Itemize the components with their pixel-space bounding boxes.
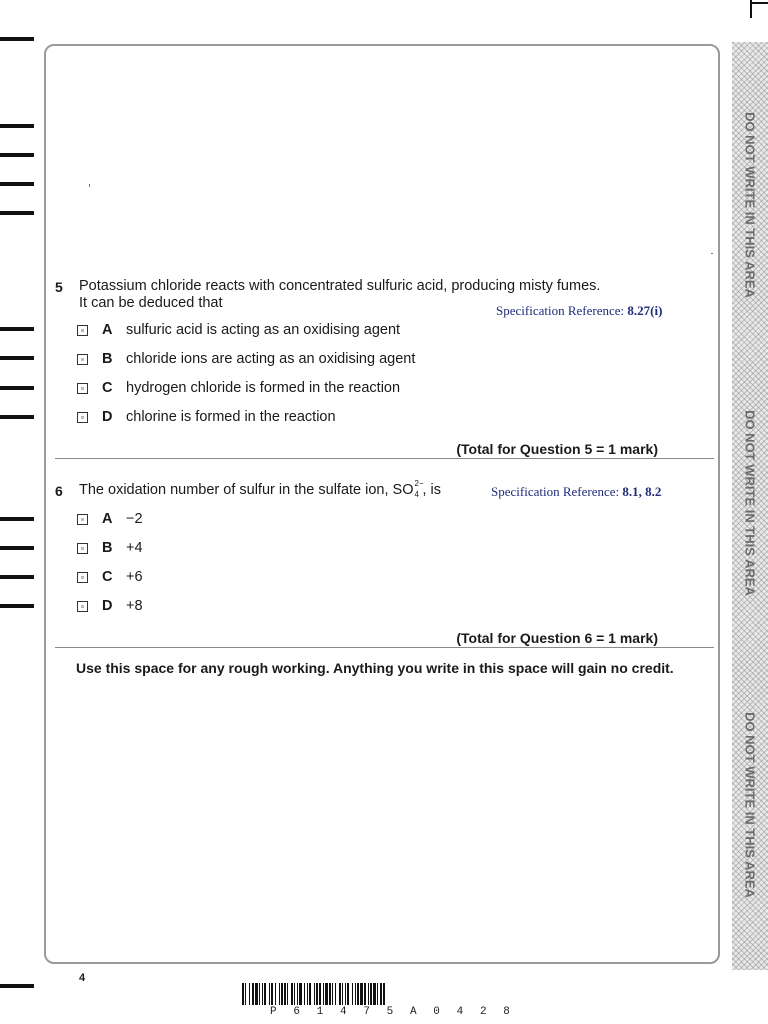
barcode-bar	[323, 983, 324, 1005]
option-text: sulfuric acid is acting as an oxidising agent	[126, 322, 401, 338]
barcode-bar	[332, 983, 333, 1005]
barcode-bar	[347, 983, 349, 1005]
barcode-bar	[284, 983, 286, 1005]
option-letter: A	[102, 322, 113, 338]
barcode-bar	[370, 983, 372, 1005]
answer-option-a[interactable]	[77, 321, 400, 339]
option-letter: B	[102, 351, 113, 367]
barcode-bar	[249, 983, 250, 1005]
question-number: 6	[55, 483, 63, 499]
answer-option-c[interactable]	[77, 568, 143, 586]
barcode-bar	[380, 983, 382, 1005]
barcode-char: 8	[503, 1006, 510, 1018]
question-number: 5	[55, 279, 63, 295]
stray-mark	[89, 184, 90, 187]
barcode-bar	[287, 983, 288, 1005]
timing-mark	[0, 984, 34, 988]
option-text: +6	[126, 569, 143, 585]
margin-warning: DO NOT WRITE IN THIS AREA	[742, 712, 758, 898]
formula-subscript: 4	[414, 490, 419, 499]
barcode-char: 0	[433, 1006, 440, 1018]
barcode-bar	[309, 983, 311, 1005]
barcode-bar	[269, 983, 270, 1005]
checkbox[interactable]	[77, 354, 88, 365]
barcode-char: 1	[316, 1006, 324, 1018]
timing-mark	[0, 153, 34, 157]
option-text: +4	[126, 540, 143, 556]
barcode-bar	[262, 983, 263, 1005]
checkbox[interactable]	[77, 543, 88, 554]
checkbox[interactable]	[77, 325, 88, 336]
barcode-bar	[377, 983, 378, 1005]
barcode	[242, 983, 524, 1005]
barcode-bar	[304, 983, 305, 1005]
barcode-bar	[316, 983, 318, 1005]
question-total: (Total for Question 6 = 1 mark)	[456, 630, 658, 646]
timing-mark	[0, 386, 34, 390]
answer-option-d[interactable]	[77, 408, 336, 426]
checkbox[interactable]	[77, 412, 88, 423]
answer-option-b[interactable]	[77, 350, 415, 368]
question-text: The oxidation number of sulfur in the sulfate ion, SO	[79, 482, 414, 498]
barcode-bar	[335, 983, 336, 1005]
divider	[55, 458, 714, 459]
barcode-bar	[352, 983, 353, 1005]
question-text: , is	[422, 482, 442, 498]
spec-reference	[496, 303, 662, 319]
option-letter: C	[102, 380, 113, 396]
option-text: −2	[126, 511, 143, 527]
spec-reference-label: Specification Reference:	[496, 303, 628, 318]
timing-mark	[0, 356, 34, 360]
barcode-bar	[271, 983, 273, 1005]
barcode-bar	[264, 983, 266, 1005]
barcode-char: 4	[456, 1006, 464, 1018]
barcode-bar	[345, 983, 346, 1005]
charge-superscript: 2−	[414, 479, 424, 488]
barcode-bar	[307, 983, 308, 1005]
question-text-line: Potassium chloride reacts with concentrated sulfuric acid, producing misty fumes.	[79, 278, 601, 294]
barcode-char: 6	[293, 1006, 300, 1018]
checkbox[interactable]	[77, 514, 88, 525]
barcode-bar	[281, 983, 283, 1005]
barcode-char: P	[270, 1006, 277, 1018]
barcode-text	[270, 1006, 510, 1018]
timing-mark	[0, 575, 34, 579]
option-letter: D	[102, 409, 113, 425]
barcode-bar	[355, 983, 356, 1005]
barcode-bar	[291, 983, 293, 1005]
checkbox[interactable]	[77, 601, 88, 612]
spec-reference-value: 8.27(i)	[627, 303, 663, 318]
timing-mark	[0, 37, 34, 41]
spec-reference	[491, 484, 661, 500]
timing-mark	[0, 415, 34, 419]
barcode-char: 7	[363, 1006, 370, 1018]
barcode-bar	[294, 983, 295, 1005]
option-text: chloride ions are acting as an oxidising agent	[126, 351, 416, 367]
timing-mark	[0, 546, 34, 550]
answer-option-b[interactable]	[77, 539, 143, 557]
barcode-bar	[259, 983, 260, 1005]
barcode-bar	[383, 983, 385, 1005]
barcode-bar	[325, 983, 328, 1005]
barcode-bar	[360, 983, 363, 1005]
timing-mark	[0, 604, 34, 608]
margin-warning: DO NOT WRITE IN THIS AREA	[742, 112, 758, 298]
timing-mark	[0, 517, 34, 521]
question-text-line	[79, 479, 442, 499]
timing-mark	[0, 182, 34, 186]
barcode-bar	[329, 983, 331, 1005]
margin-warning: DO NOT WRITE IN THIS AREA	[742, 410, 758, 596]
option-text: chlorine is formed in the reaction	[126, 409, 336, 425]
barcode-bar	[339, 983, 341, 1005]
timing-mark	[0, 211, 34, 215]
option-text: +8	[126, 598, 143, 614]
spec-reference-value: 8.1, 8.2	[622, 484, 662, 499]
option-letter: B	[102, 540, 113, 556]
question-total: (Total for Question 5 = 1 mark)	[456, 441, 658, 457]
barcode-bar	[279, 983, 280, 1005]
barcode-bar	[297, 983, 298, 1005]
barcode-char: A	[409, 1006, 417, 1018]
answer-option-a[interactable]	[77, 510, 143, 528]
question-text-line: It can be deduced that	[79, 295, 223, 311]
barcode-char: 2	[479, 1006, 487, 1018]
barcode-bar	[368, 983, 369, 1005]
timing-mark	[0, 327, 34, 331]
barcode-char: 4	[339, 1006, 347, 1018]
answer-option-d[interactable]	[77, 597, 143, 615]
page-number: 4	[79, 972, 86, 984]
barcode-bar	[373, 983, 376, 1005]
option-text: hydrogen chloride is formed in the reaction	[126, 380, 401, 396]
barcode-bar	[342, 983, 343, 1005]
crop-mark	[752, 2, 768, 4]
barcode-bar	[275, 983, 276, 1005]
barcode-bar	[252, 983, 254, 1005]
stray-mark	[711, 253, 713, 254]
barcode-bar	[245, 983, 246, 1005]
barcode-bar	[299, 983, 302, 1005]
option-letter: A	[102, 511, 113, 527]
barcode-bar	[314, 983, 315, 1005]
answer-option-c[interactable]	[77, 379, 400, 397]
option-letter: C	[102, 569, 113, 585]
checkbox[interactable]	[77, 383, 88, 394]
barcode-bar	[255, 983, 258, 1005]
spec-reference-label: Specification Reference:	[491, 484, 623, 499]
barcode-bar	[357, 983, 359, 1005]
timing-mark	[0, 124, 34, 128]
barcode-char: 5	[386, 1006, 394, 1018]
rough-working-notice: Use this space for any rough working. Anything you write in this space will gain no credit.	[76, 660, 674, 676]
option-letter: D	[102, 598, 113, 614]
barcode-bar	[242, 983, 244, 1005]
checkbox[interactable]	[77, 572, 88, 583]
barcode-bar	[364, 983, 366, 1005]
divider	[55, 647, 714, 648]
answer-frame	[44, 44, 720, 964]
barcode-bar	[319, 983, 321, 1005]
